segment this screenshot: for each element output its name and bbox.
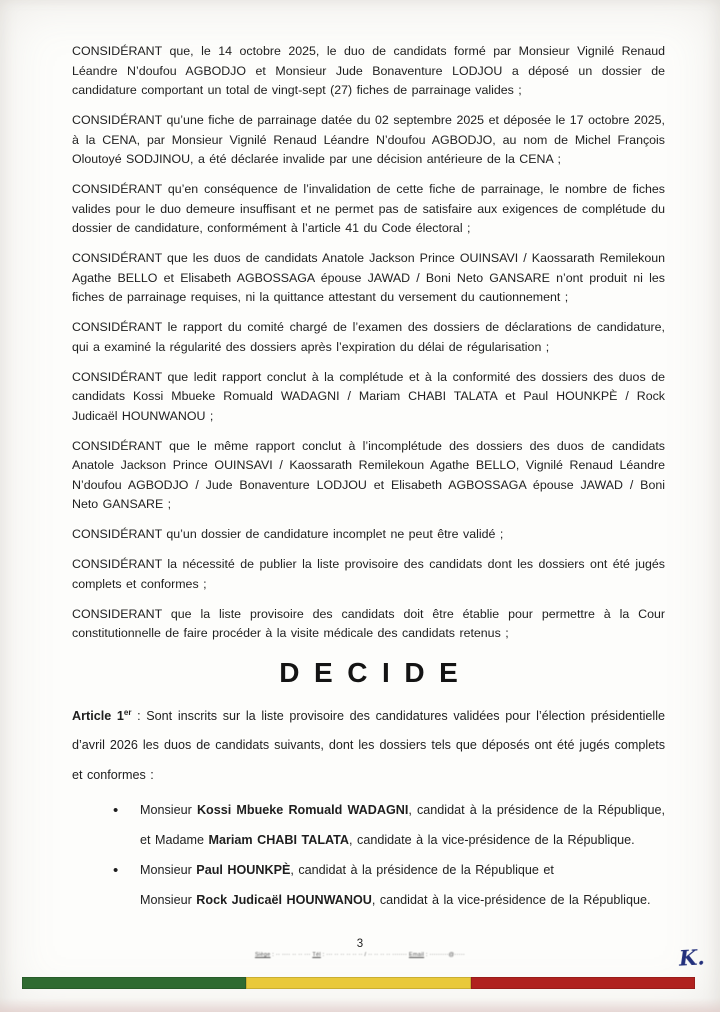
considerant-paragraph: CONSIDERANT que la liste provisoire des candidats doit être établie pour permettre à la Cour constitutionnelle de faire procéder à la visite médicale des candidats retenus ; <box>72 606 665 640</box>
footer-siege-label: Siège <box>254 952 271 958</box>
decide-heading: DECIDE <box>279 656 473 688</box>
candidate-item-hounkpe-hounwanou <box>113 856 665 915</box>
footer-siege-text: : ·· ···· ·· ·· ··· <box>270 952 313 958</box>
bullet-text: Monsieur <box>140 803 197 818</box>
bullet-line <box>140 856 665 886</box>
bullet-text: , candidate à la vice-présidence de la République. <box>349 832 635 847</box>
handwritten-initials-mark: K. <box>678 944 706 971</box>
article-1-text: : Sont inscrits sur la liste provisoire des candidatures validées pour l’élection présidentielle d’avril 2026 les duos de candidats suivants, dont les dossiers tels que déposés ont été jugés complets et conformes : <box>72 708 666 782</box>
considerant-paragraph: CONSIDÉRANT que, le 14 octobre 2025, le duo de candidats formé par Monsieur Vignilé Renaud Léandre N’doufou AGBODJO et Monsieur Jude Bonaventure LODJOU a déposé un dossier de candidature comportant un total de vingt-sept (27) fiches de parrainage valides ; <box>72 44 665 97</box>
considerant-paragraph: CONSIDÉRANT qu’une fiche de parrainage datée du 02 septembre 2025 et déposée le 17 octobre 2025, à la CENA, par Monsieur Vignilé Renaud Léandre N’doufou AGBODJO, au nom de Michel François Oloutoyé SODJINOU, a été déclarée invalide par une décision antérieure de la CENA ; <box>72 113 665 166</box>
article-1-label: Article 1 <box>72 708 124 723</box>
document-body <box>72 42 665 916</box>
considerant-paragraph: CONSIDÉRANT qu’en conséquence de l’invalidation de cette fiche de parrainage, le nombre de fiches valides pour le duo demeure insuffisant et ne permet pas de satisfaire aux exigences de complétude du dossier de candidature, conformément à l’article 41 du Code électoral ; <box>72 182 665 235</box>
considerant-paragraph: CONSIDÉRANT que ledit rapport conclut à la complétude et à la conformité des dossiers des duos de candidats Kossi Mbueke Romuald WADAGNI / Mariam CHABI TALATA et Paul HOUNKPÈ / Rock Judicaël HOUNWANOU ; <box>72 369 665 423</box>
candidate-list <box>72 796 665 915</box>
bullet-text: , candidat à la vice-présidence de la République. <box>371 892 651 907</box>
article-1-paragraph <box>72 698 665 791</box>
candidate-name: Rock Judicaël HOUNWANOU <box>196 892 372 907</box>
considerant-paragraph: CONSIDÉRANT la nécessité de publier la liste provisoire des candidats dont les dossiers ont été jugés complets et conformes ; <box>72 557 665 591</box>
article-1-ordinal-suffix: er <box>123 707 132 717</box>
footer-tel-text: : ··· ·· ·· ·· ·· ·· / ·· ·· ·· ·· ······· <box>320 952 409 958</box>
bullet-text: , candidat à la présidence de la République et <box>290 863 554 878</box>
footer-email-label: Email <box>408 952 425 958</box>
flag-green-segment <box>22 977 246 989</box>
bullet-line <box>140 886 665 916</box>
benin-flag-stripe <box>22 977 695 989</box>
bullet-text: Monsieur <box>140 892 197 907</box>
candidate-name: Paul HOUNKPÈ <box>196 863 291 878</box>
flag-red-segment <box>471 977 695 989</box>
footer-contact-line <box>110 952 610 958</box>
candidate-item-wadagni-talata <box>113 796 665 855</box>
considerant-paragraph: CONSIDÉRANT le rapport du comité chargé de l’examen des dossiers de déclarations de candidature, qui a examiné la régularité des dossiers après l’expiration du délai de régularisation ; <box>72 320 665 354</box>
considerant-paragraph: CONSIDÉRANT que les duos de candidats Anatole Jackson Prince OUINSAVI / Kaossarath Remilekoun Agathe BELLO et Elisabeth AGBOSSAGA épouse JAWAD / Boni Neto GANSARE n’ont produit ni les fiches de parrainage requises, ni la quittance attestant du versement du cautionnement ; <box>72 251 665 304</box>
considerant-paragraph: CONSIDÉRANT que le même rapport conclut à l’incomplétude des dossiers des duos de candidats Anatole Jackson Prince OUINSAVI / Kaossarath Remilekoun Agathe BELLO, Vignilé Renaud Léandre N’doufou AGBODJO / Jude Bonaventure LODJOU et Elisabeth AGBOSSAGA épouse JAWAD / Boni Neto GANSARE ; <box>72 438 665 511</box>
footer-email-text: : ·········@····· <box>424 952 466 958</box>
page-number: 3 <box>356 938 364 950</box>
candidate-name: Mariam CHABI TALATA <box>208 832 350 847</box>
flag-yellow-segment <box>246 977 470 989</box>
footer-tel-label: Tél <box>312 952 321 958</box>
candidate-name: Kossi Mbueke Romuald WADAGNI <box>196 803 409 818</box>
bullet-text: , candidat à la présidence de la République, et Madame <box>140 803 665 847</box>
bullet-text: Monsieur <box>140 863 197 878</box>
considerant-paragraph: CONSIDÉRANT qu’un dossier de candidature incomplet ne peut être validé ; <box>72 527 504 541</box>
